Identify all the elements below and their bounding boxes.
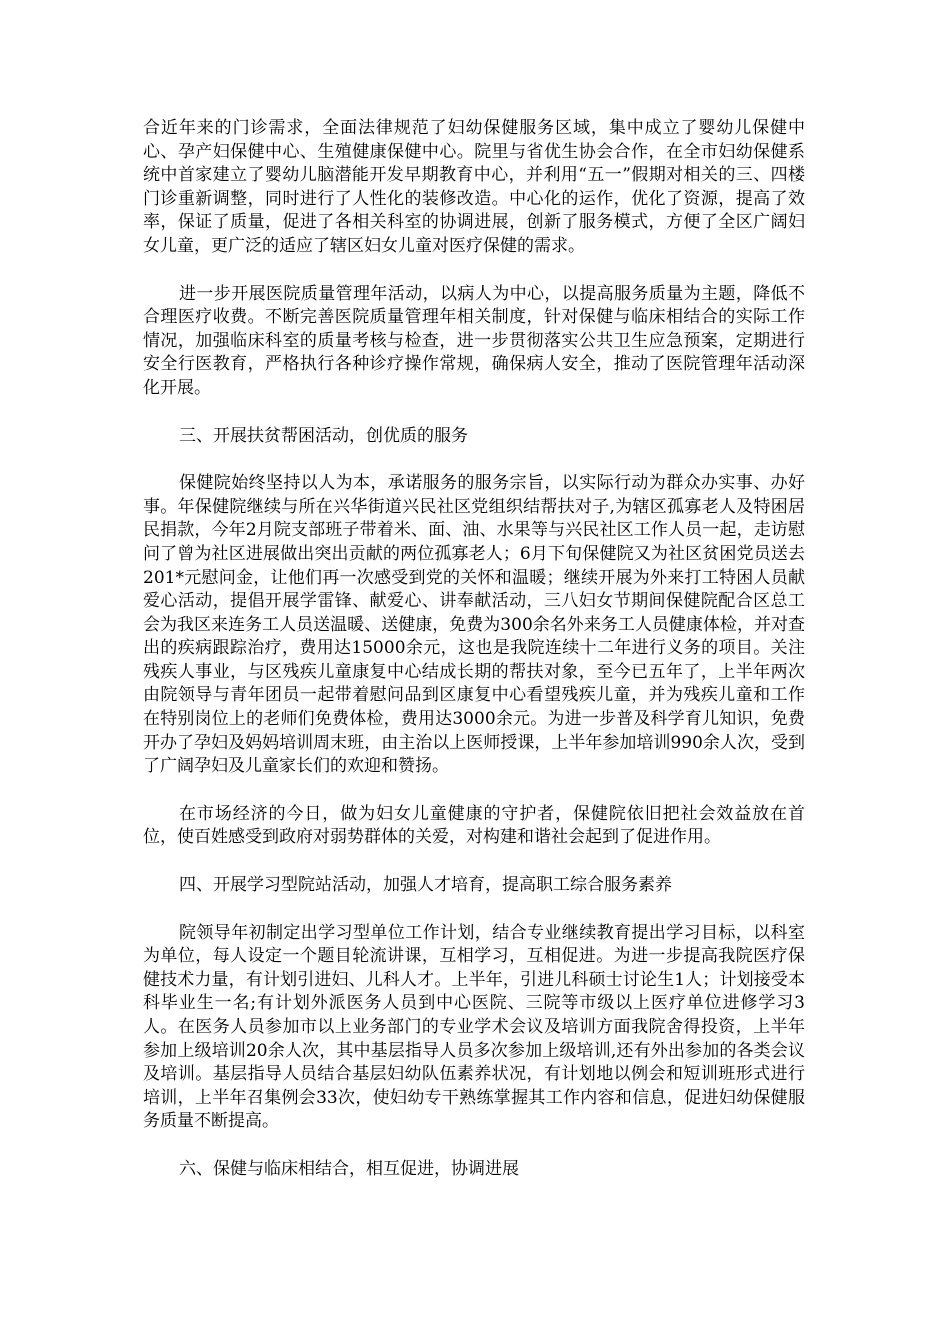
paragraph-gap bbox=[143, 850, 805, 874]
section-heading-3: 三、开展扶贫帮困活动，创优质的服务 bbox=[179, 425, 468, 446]
document-page bbox=[143, 117, 805, 1182]
section-heading-6: 六、保健与临床相结合，相互促进，协调进展 bbox=[179, 1158, 519, 1179]
paragraph-4: 保健院始终坚持以人为本，承诺服务的服务宗旨，以实际行动为群众办实事、办好事。年保健院继续与所在兴华街道兴民社区党组织结帮扶对子,为辖区孤寡老人及特困居民捐款，今年2月院支部班子带着米、面、油、水果等与兴民社区工作人员一起，走访慰问了曾为社区进展做出突出贡献的两位孤寡老人；6月下旬保健院又为社区贫困党员送去201*元慰问金，让他们再一次感受到党的关怀和温暖；继续开展为外来打工特困人员献爱心活动，提倡开展学雷锋、献爱心、讲奉献活动，三八妇女节期间保健院配合区总工会为我区来连务工人员送温暖、送健康，免费为300余名外来务工人员健康体检，并对查出的疾病跟踪治疗，费用达15000余元，这也是我院连续十二年进行义务的项目。关注残疾人事业，与区残疾儿童康复中心结成长期的帮扶对象，至今已五年了，上半年两次由院领导与青年团员一起带着慰问品到区康复中心看望残疾儿童，并为残疾儿童和工作在特别岗位上的老师们免费体检，费用达3000余元。为进一步普及科学育儿知识，免费开办了孕妇及妈妈培训周末班，由主治以上医师授课，上半年参加培训990余人次，受到了广阔孕妇及儿童家长们的欢迎和赞扬。 bbox=[143, 473, 805, 777]
paragraph-5: 在市场经济的今日，做为妇女儿童健康的守护者，保健院依旧把社会效益放在首位，使百姓感受到政府对弱势群体的关爱，对构建和谐社会起到了促进作用。 bbox=[143, 803, 805, 848]
paragraph-gap bbox=[143, 259, 805, 283]
paragraph-gap bbox=[143, 401, 805, 425]
paragraph-gap bbox=[143, 1134, 805, 1158]
paragraph-1: 合近年来的门诊需求，全面法律规范了妇幼保健服务区域，集中成立了婴幼儿保健中心、孕产妇保健中心、生殖健康保健中心。院里与省优生协会合作，在全市妇幼保健系统中首家建立了婴幼儿脑潜能开发早期教育中心，并利用“五一”假期对相关的三、四楼门诊重新调整，同时进行了人性化的装修改造。中心化的运作，优化了资源，提高了效率，保证了质量，促进了各相关科室的协调进展，创新了服务模式，方便了全区广阔妇女儿童，更广泛的适应了辖区妇女儿童对医疗保健的需求。 bbox=[143, 118, 805, 256]
section-heading-4: 四、开展学习型院站活动，加强人才培育，提高职工综合服务素养 bbox=[179, 875, 672, 896]
paragraph-gap bbox=[143, 898, 805, 922]
paragraph-2: 进一步开展医院质量管理年活动，以病人为中心，以提高服务质量为主题，降低不合理医疗收费。不断完善医院质量管理年相关制度，针对保健与临床相结合的实际工作情况，加强临床科室的质量考核与检查，进一步贯彻落实公共卫生应急预案，定期进行安全行医教育，严格执行各种诊疗操作常规，确保病人安全，推动了医院管理年活动深化开展。 bbox=[143, 283, 805, 398]
paragraph-gap bbox=[143, 779, 805, 803]
paragraph-6: 院领导年初制定出学习型单位工作计划，结合专业继续教育提出学习目标，以科室为单位，每人设定一个题目轮流讲课，互相学习，互相促进。为进一步提高我院医疗保健技术力量，有计划引进妇、儿科人才。上半年，引进儿科硕士讨论生1人；计划接受本科毕业生一名;有计划外派医务人员到中心医院、三院等市级以上医疗单位进修学习3人。在医务人员参加市以上业务部门的专业学术会议及培训方面我院舍得投资，上半年参加上级培训20余人次，其中基层指导人员多次参加上级培训,还有外出参加的各类会议及培训。基层指导人员结合基层妇幼队伍素养状况，有计划地以例会和短训班形式进行培训，上半年召集例会33次，使妇幼专干熟练掌握其工作内容和信息，促进妇幼保健服务质量不断提高。 bbox=[143, 922, 805, 1132]
paragraph-gap bbox=[143, 448, 805, 472]
